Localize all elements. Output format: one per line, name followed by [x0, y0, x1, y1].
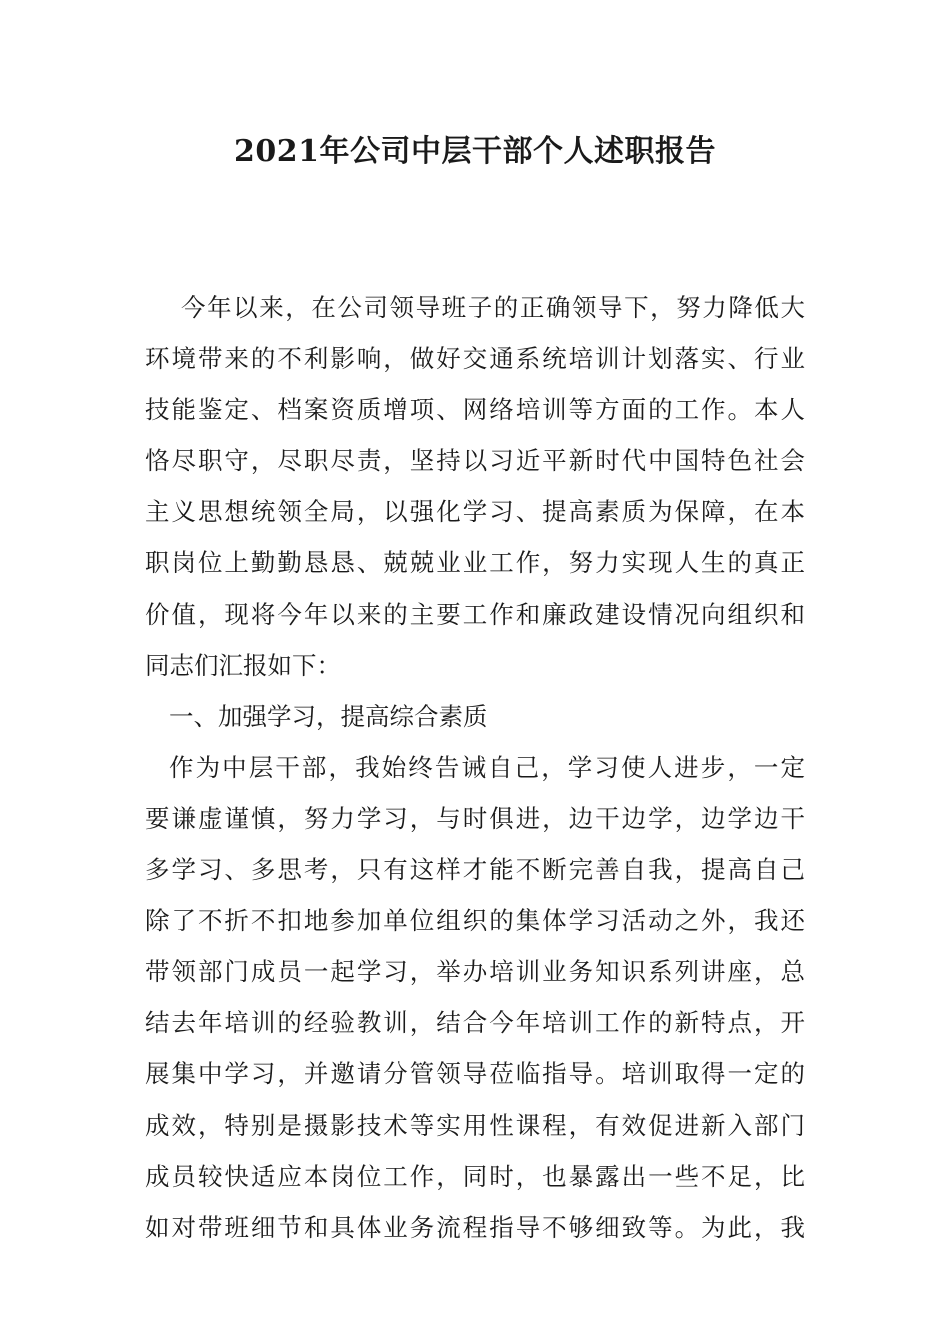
- text-line: 作为中层干部，我始终告诫自己，学习使人进步，一定: [169, 752, 805, 782]
- text-line: 要谦虚谨慎，努力学习，与时俱进，边干边学，边学边干: [145, 803, 805, 833]
- text-line: 今年以来，在公司领导班子的正确领导下，努力降低大: [181, 293, 805, 322]
- text-line: 价值，现将今年以来的主要工作和廉政建设情况向组织和: [145, 599, 805, 629]
- document-title: 2021年公司中层干部个人述职报告: [234, 134, 716, 169]
- text-line: 除了不折不扣地参加单位组织的集体学习活动之外，我还: [145, 906, 805, 936]
- text-line: 如对带班细节和具体业务流程指导不够细致等。为此，我: [145, 1212, 805, 1242]
- text-line: 环境带来的不利影响，做好交通系统培训计划落实、行业: [145, 344, 805, 374]
- text-line: 一、加强学习，提高综合素质: [169, 701, 488, 731]
- text-line: 展集中学习，并邀请分管领导莅临指导。培训取得一定的: [145, 1059, 805, 1089]
- text-line: 恪尽职守，尽职尽责，坚持以习近平新时代中国特色社会: [145, 446, 805, 476]
- text-line: 同志们汇报如下：: [145, 650, 341, 680]
- text-line: 主义思想统领全局，以强化学习、提高素质为保障，在本: [145, 497, 805, 527]
- text-line: 成员较快适应本岗位工作，同时，也暴露出一些不足，比: [145, 1161, 805, 1191]
- text-line: 技能鉴定、档案资质增项、网络培训等方面的工作。本人: [145, 395, 805, 425]
- document-body: [145, 282, 805, 1253]
- text-line: 多学习、多思考，只有这样才能不断完善自我，提高自己: [145, 855, 805, 885]
- text-line: 职岗位上勤勤恳恳、兢兢业业工作，努力实现人生的真正: [145, 548, 805, 578]
- text-line: 带领部门成员一起学习，举办培训业务知识系列讲座，总: [145, 957, 805, 987]
- text-line: 成效，特别是摄影技术等实用性课程，有效促进新入部门: [145, 1110, 805, 1140]
- text-line: 结去年培训的经验教训，结合今年培训工作的新特点，开: [145, 1008, 805, 1038]
